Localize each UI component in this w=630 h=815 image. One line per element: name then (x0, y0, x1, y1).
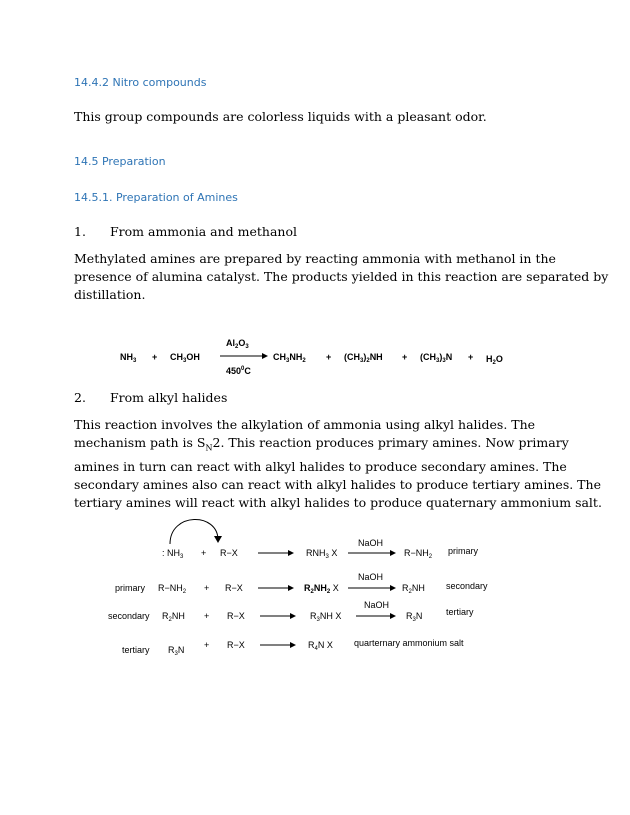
scheme-r3n: $R_3N$ (406, 611, 423, 623)
scheme-r2nh2x: $R_2NH_2$ X (304, 583, 339, 595)
scheme-prefix-primary: primary (115, 583, 146, 593)
sn-subscript: N (205, 443, 213, 453)
scheme-naoh-3: NaOH (364, 600, 390, 610)
nitro-paragraph (74, 108, 574, 126)
scheme-rx-1: R−X (220, 548, 238, 558)
scheme-rnh2-2: $R-NH_2$ (158, 583, 187, 595)
para1-line-1: Methylated amines are prepared by reacting ammonia with methanol in the (74, 251, 556, 266)
eq-p1: $CH_3NH_2$ (273, 352, 306, 364)
eq-plus-3: + (402, 352, 408, 362)
eq-plus-1: + (152, 352, 158, 362)
scheme-plus-4: + (204, 640, 210, 650)
scheme-r3n-4: $R_3N$ (168, 645, 185, 657)
para1-line-3: distillation. (74, 287, 146, 302)
scheme-arrow-3a-head (290, 613, 296, 619)
eq-ch3oh: $CH_3OH$ (170, 352, 200, 364)
eq-p2: $(CH_3)_2NH$ (344, 352, 383, 364)
scheme-plus-1: + (201, 548, 207, 558)
scheme-naoh-2: NaOH (358, 572, 384, 582)
eq-temp: $450^0C$ (226, 366, 251, 376)
scheme-naoh-1: NaOH (358, 538, 384, 548)
list-number-2: 2. (74, 390, 86, 405)
para2-line-2-post: 2. This reaction produces primary amines. Now primary (212, 435, 569, 450)
methylamine-equation (110, 336, 530, 376)
scheme-rx-2: R−X (225, 583, 243, 593)
para2-line-5: tertiary amines will react with alkyl halides to produce quaternary ammonium salt. (74, 494, 602, 510)
curved-arrow-head (214, 536, 222, 543)
eq-p4: $H_2O$ (486, 354, 503, 366)
heading-preparation: 14.5 Preparation (74, 155, 166, 168)
scheme-prefix-secondary: secondary (108, 611, 150, 621)
list-label-1: From ammonia and methanol (110, 224, 297, 239)
paragraph-alkyl-halides (74, 416, 602, 512)
scheme-label-quaternary: quarternary ammonium salt (354, 638, 464, 648)
list-number-1: 1. (74, 224, 86, 239)
curved-arrow (170, 519, 218, 544)
scheme-arrow-4-head (290, 642, 296, 648)
scheme-prefix-tertiary: tertiary (122, 645, 150, 655)
eq-plus-2: + (326, 352, 332, 362)
scheme-arrow-1a-head (288, 550, 294, 556)
heading-nitro-compounds: 14.4.2 Nitro compounds (74, 76, 207, 89)
para2-line-2 (74, 434, 574, 458)
scheme-r4nx: $R_4N$ X (308, 640, 333, 652)
scheme-r3nhx: $R_3NH$ X (310, 611, 342, 623)
scheme-plus-2: + (204, 583, 210, 593)
paragraph-methylated-amines (74, 250, 609, 304)
scheme-rnh2: $R-NH_2$ (404, 548, 433, 560)
scheme-r2nh-3: $R_2NH$ (162, 611, 185, 623)
scheme-rx-3: R−X (227, 611, 245, 621)
scheme-rx-4: R−X (227, 640, 245, 650)
eq-p3: $(CH_3)_3N$ (420, 352, 453, 364)
eq-plus-4: + (468, 352, 474, 362)
para2-line-2-pre: mechanism path is S (74, 435, 206, 450)
scheme-r2nh: $R_2NH$ (402, 583, 425, 595)
para2-line-4: secondary amines also can react with alkyl halides to produce tertiary amines. The (74, 476, 601, 492)
scheme-label-primary: primary (448, 546, 479, 556)
nitro-text: This group compounds are colorless liquids with a pleasant odor. (74, 109, 487, 124)
scheme-plus-3: + (204, 611, 210, 621)
para2-line-3: amines in turn can react with alkyl halides to produce secondary amines. The (74, 458, 567, 474)
scheme-arrow-2a-head (288, 585, 294, 591)
scheme-label-tertiary: tertiary (446, 607, 474, 617)
list-item-2 (74, 390, 227, 405)
para1-line-2: presence of alumina catalyst. The products yielded in this reaction are separated by (74, 269, 609, 284)
alkylation-scheme (100, 512, 520, 662)
eq-arrow-head (262, 353, 268, 359)
para2-line-1: This reaction involves the alkylation of ammonia using alkyl halides. The (74, 417, 536, 432)
eq-catalyst: $Al_2O_3$ (226, 338, 249, 350)
eq-nh3: $NH_3$ (120, 352, 137, 364)
scheme-label-secondary: secondary (446, 581, 488, 591)
scheme-rnh3x: $RNH_3$ X (306, 548, 338, 560)
list-label-2: From alkyl halides (110, 390, 228, 405)
scheme-arrow-3b-head (390, 613, 396, 619)
list-item-1 (74, 224, 297, 239)
scheme-arrow-1b-head (390, 550, 396, 556)
scheme-arrow-2b-head (390, 585, 396, 591)
heading-preparation-amines: 14.5.1. Preparation of Amines (74, 191, 238, 204)
scheme-nh3: : $NH_3$ (162, 548, 184, 560)
